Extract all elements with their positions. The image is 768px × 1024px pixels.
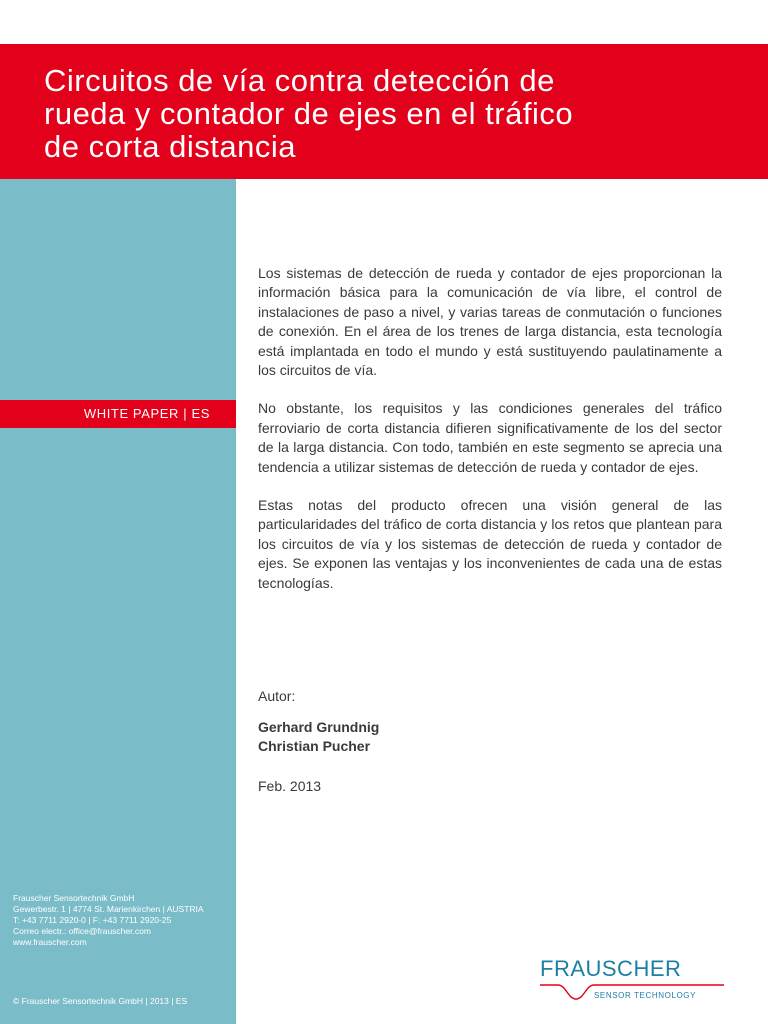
main-content — [258, 264, 722, 612]
contact-email: Correo electr.: office@frauscher.com — [13, 926, 151, 936]
author-label: Autor: — [258, 688, 296, 704]
author-name: Christian Pucher — [258, 738, 371, 754]
title-line-2: rueda y contador de ejes en el tráfico — [44, 96, 574, 131]
logo-tagline: SENSOR TECHNOLOGY — [594, 991, 697, 1000]
top-margin — [0, 0, 768, 44]
title-banner — [0, 44, 768, 179]
intro-paragraph-3: Estas notas del producto ofrecen una visión general de las particularidades del tráfico de corta distancia y los retos que plantean para los circuitos de vía y los sistemas de detección de rueda y contador de ejes. Se exponen las ventajas y los inconvenientes de cada una de estas tecnologías. — [258, 497, 722, 591]
author-name: Gerhard Grundnig — [258, 719, 380, 735]
frauscher-logo — [540, 956, 724, 1004]
title-line-1: Circuitos de vía contra detección de — [44, 63, 555, 98]
contact-phone: T: +43 7711 2920-0 | F: +43 7711 2920-25 — [13, 915, 172, 925]
contact-web: www.frauscher.com — [13, 937, 87, 947]
copyright: © Frauscher Sensortechnik GmbH | 2013 | ES — [13, 996, 188, 1006]
contact-block — [13, 893, 228, 948]
doc-type-banner — [0, 400, 236, 428]
author-list — [258, 718, 379, 756]
publication-date: Feb. 2013 — [258, 778, 322, 794]
contact-address: Gewerbestr. 1 | 4774 St. Marienkirchen | AUSTRIA — [13, 904, 204, 914]
doc-type-label: WHITE PAPER | ES — [83, 406, 210, 421]
intro-paragraph-2: No obstante, los requisitos y las condiciones generales del tráfico ferroviario de corta distancia difieren significativamente de los del sector de la larga distancia. Con todo, también en este segmento se aprecia una tendencia a utilizar sistemas de detección de rueda y contador de ejes. — [258, 400, 722, 475]
title-line-3: de corta distancia — [44, 129, 296, 164]
document-title — [44, 64, 744, 163]
intro-paragraph-1: Los sistemas de detección de rueda y contador de ejes proporcionan la información básica para la comunicación de vía libre, el control de instalaciones de paso a nivel, y varias tareas de conmutación o funciones de conexión. En el área de los trenes de larga distancia, esta tecnología está implantada en todo el mundo y está sustituyendo paulatinamente a los circuitos de vía. — [258, 265, 722, 379]
logo-wordmark: FRAUSCHER — [540, 956, 682, 981]
contact-company: Frauscher Sensortechnik GmbH — [13, 893, 135, 903]
